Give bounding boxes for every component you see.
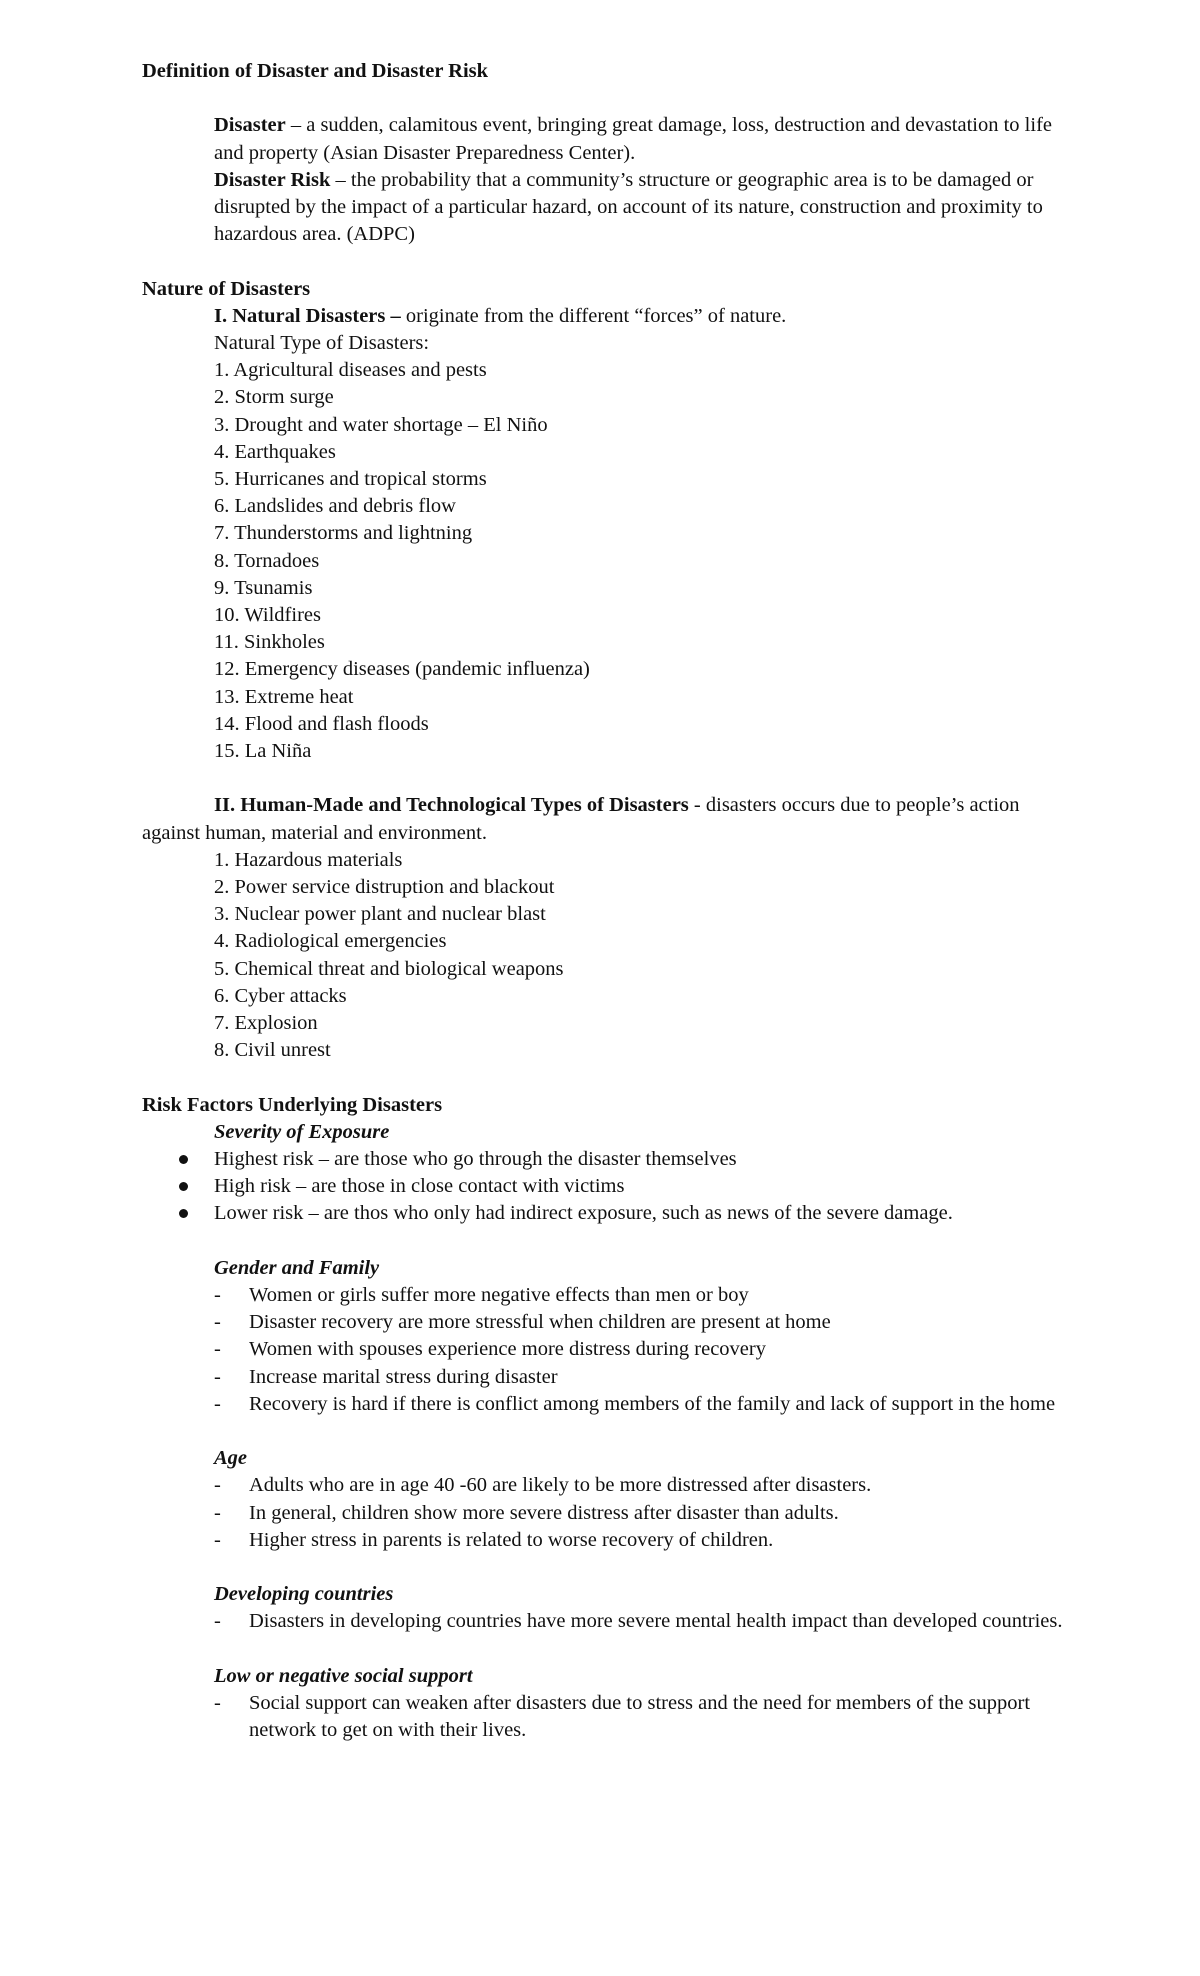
- list-item: 1. Agricultural diseases and pests: [214, 359, 487, 382]
- dash-marker: -: [214, 1528, 221, 1551]
- disaster-term: Disaster: [214, 114, 286, 137]
- list-item: 3. Drought and water shortage – El Niño: [214, 413, 548, 436]
- dash-item: [142, 1364, 1080, 1391]
- bullet-icon: [179, 1182, 188, 1191]
- dash-item: [142, 1391, 1080, 1418]
- natural-disasters-label: I. Natural Disasters –: [214, 304, 401, 327]
- dash-marker: -: [214, 1338, 221, 1361]
- bullet-icon: [179, 1209, 188, 1218]
- dash-item: [142, 1527, 1080, 1554]
- dash-marker: -: [214, 1284, 221, 1307]
- human-made-list: [142, 847, 1080, 1065]
- disaster-risk-definition: [142, 167, 1080, 249]
- spacer: [142, 1064, 1080, 1091]
- dash-marker: -: [214, 1501, 221, 1524]
- dash-text: Disasters in developing countries have more severe mental health impact than developed countries.: [249, 1610, 1063, 1633]
- spacer: [142, 248, 1080, 275]
- definitions-heading: Definition of Disaster and Disaster Risk: [142, 60, 489, 82]
- spacer: [142, 1554, 1080, 1581]
- gender-family-heading: Gender and Family: [214, 1256, 380, 1279]
- dash-marker: -: [214, 1365, 221, 1388]
- severity-exposure-heading: Severity of Exposure: [214, 1120, 390, 1143]
- list-item: 7. Explosion: [214, 1012, 318, 1035]
- list-item: 6. Cyber attacks: [214, 984, 347, 1007]
- list-item: 6. Landslides and debris flow: [214, 495, 456, 518]
- spacer: [142, 1418, 1080, 1445]
- bullet-icon: [179, 1155, 188, 1164]
- disaster-definition: [142, 112, 1080, 166]
- list-item: 9. Tsunamis: [214, 576, 313, 599]
- list-item: 8. Civil unrest: [214, 1039, 331, 1062]
- dash-item: [142, 1690, 1080, 1744]
- list-item: 14. Flood and flash floods: [214, 712, 429, 735]
- social-support-heading: Low or negative social support: [214, 1664, 473, 1687]
- list-item: 15. La Niña: [214, 740, 312, 763]
- dash-text: Adults who are in age 40 -60 are likely to be more distressed after disasters.: [249, 1474, 872, 1497]
- dash-marker: -: [214, 1392, 221, 1415]
- spacer: [142, 1228, 1080, 1255]
- dash-marker: -: [214, 1610, 221, 1633]
- human-made-intro: [142, 792, 1080, 846]
- dash-text: Higher stress in parents is related to worse recovery of children.: [249, 1528, 774, 1551]
- bullet-item: [142, 1200, 1080, 1227]
- list-item: 4. Earthquakes: [214, 440, 336, 463]
- list-item: 11. Sinkholes: [214, 631, 325, 654]
- dash-text: In general, children show more severe distress after disaster than adults.: [249, 1501, 839, 1524]
- human-made-title: II. Human-Made and Technological Types of Disasters: [214, 794, 689, 817]
- dash-marker: -: [214, 1311, 221, 1334]
- spacer: [142, 85, 1080, 112]
- bullet-text: Highest risk – are those who go through the disaster themselves: [214, 1148, 737, 1171]
- age-heading: Age: [214, 1447, 248, 1470]
- list-item: 5. Chemical threat and biological weapons: [214, 957, 564, 980]
- disaster-risk-definition-text: – the probability that a community’s structure or geographic area is to be damaged or disrupted by the impact of a particular hazard, on account of its nature, construction and proximity to hazardous area. (ADPC): [214, 168, 1043, 246]
- nature-heading: Nature of Disasters: [142, 277, 311, 300]
- natural-types-subheading: Natural Type of Disasters:: [214, 332, 430, 354]
- dash-item: [142, 1336, 1080, 1363]
- list-item: 4. Radiological emergencies: [214, 930, 447, 953]
- natural-disasters-title: [142, 303, 1080, 330]
- natural-disasters-list: [142, 357, 1080, 765]
- list-item: 10. Wildfires: [214, 604, 321, 627]
- list-item: 7. Thunderstorms and lightning: [214, 522, 473, 545]
- dash-item: [142, 1472, 1080, 1499]
- risk-factors-heading: Risk Factors Underlying Disasters: [142, 1093, 443, 1116]
- bullet-item: [142, 1173, 1080, 1200]
- list-item: 13. Extreme heat: [214, 685, 354, 708]
- human-made-desc: - disasters occurs due to people’s action against human, material and environment.: [142, 794, 1020, 844]
- list-item: 12. Emergency diseases (pandemic influenza): [214, 658, 590, 681]
- dash-text: Recovery is hard if there is conflict among members of the family and lack of support in the home: [249, 1392, 1056, 1415]
- list-item: 2. Power service distruption and blackout: [214, 876, 555, 899]
- dash-text: Increase marital stress during disaster: [249, 1365, 558, 1388]
- list-item: 8. Tornadoes: [214, 549, 320, 572]
- bullet-text: Lower risk – are thos who only had indirect exposure, such as news of the severe damage.: [214, 1202, 953, 1225]
- list-item: 5. Hurricanes and tropical storms: [214, 468, 487, 491]
- disaster-definition-text: – a sudden, calamitous event, bringing great damage, loss, destruction and devastation to life and property (Asian Disaster Preparedness Center).: [214, 114, 1053, 164]
- bullet-text: High risk – are those in close contact with victims: [214, 1175, 625, 1198]
- dash-item: [142, 1608, 1080, 1635]
- dash-item: [142, 1309, 1080, 1336]
- dash-marker: -: [214, 1692, 221, 1715]
- dash-item: [142, 1282, 1080, 1309]
- list-item: 1. Hazardous materials: [214, 848, 403, 871]
- dash-text: Women with spouses experience more distress during recovery: [249, 1338, 766, 1361]
- list-item: 2. Storm surge: [214, 386, 334, 409]
- spacer: [142, 765, 1080, 792]
- dash-text: Disaster recovery are more stressful when children are present at home: [249, 1311, 831, 1334]
- dash-item: [142, 1500, 1080, 1527]
- natural-disasters-desc: originate from the different “forces” of nature.: [400, 304, 787, 327]
- list-item: 3. Nuclear power plant and nuclear blast: [214, 903, 546, 926]
- bullet-item: [142, 1146, 1080, 1173]
- developing-countries-heading: Developing countries: [214, 1583, 394, 1606]
- spacer: [142, 1636, 1080, 1663]
- disaster-risk-term: Disaster Risk: [214, 168, 331, 191]
- dash-text: Social support can weaken after disasters due to stress and the need for members of the support network to get on with their lives.: [249, 1692, 1031, 1742]
- dash-marker: -: [214, 1474, 221, 1497]
- dash-text: Women or girls suffer more negative effects than men or boy: [249, 1284, 749, 1307]
